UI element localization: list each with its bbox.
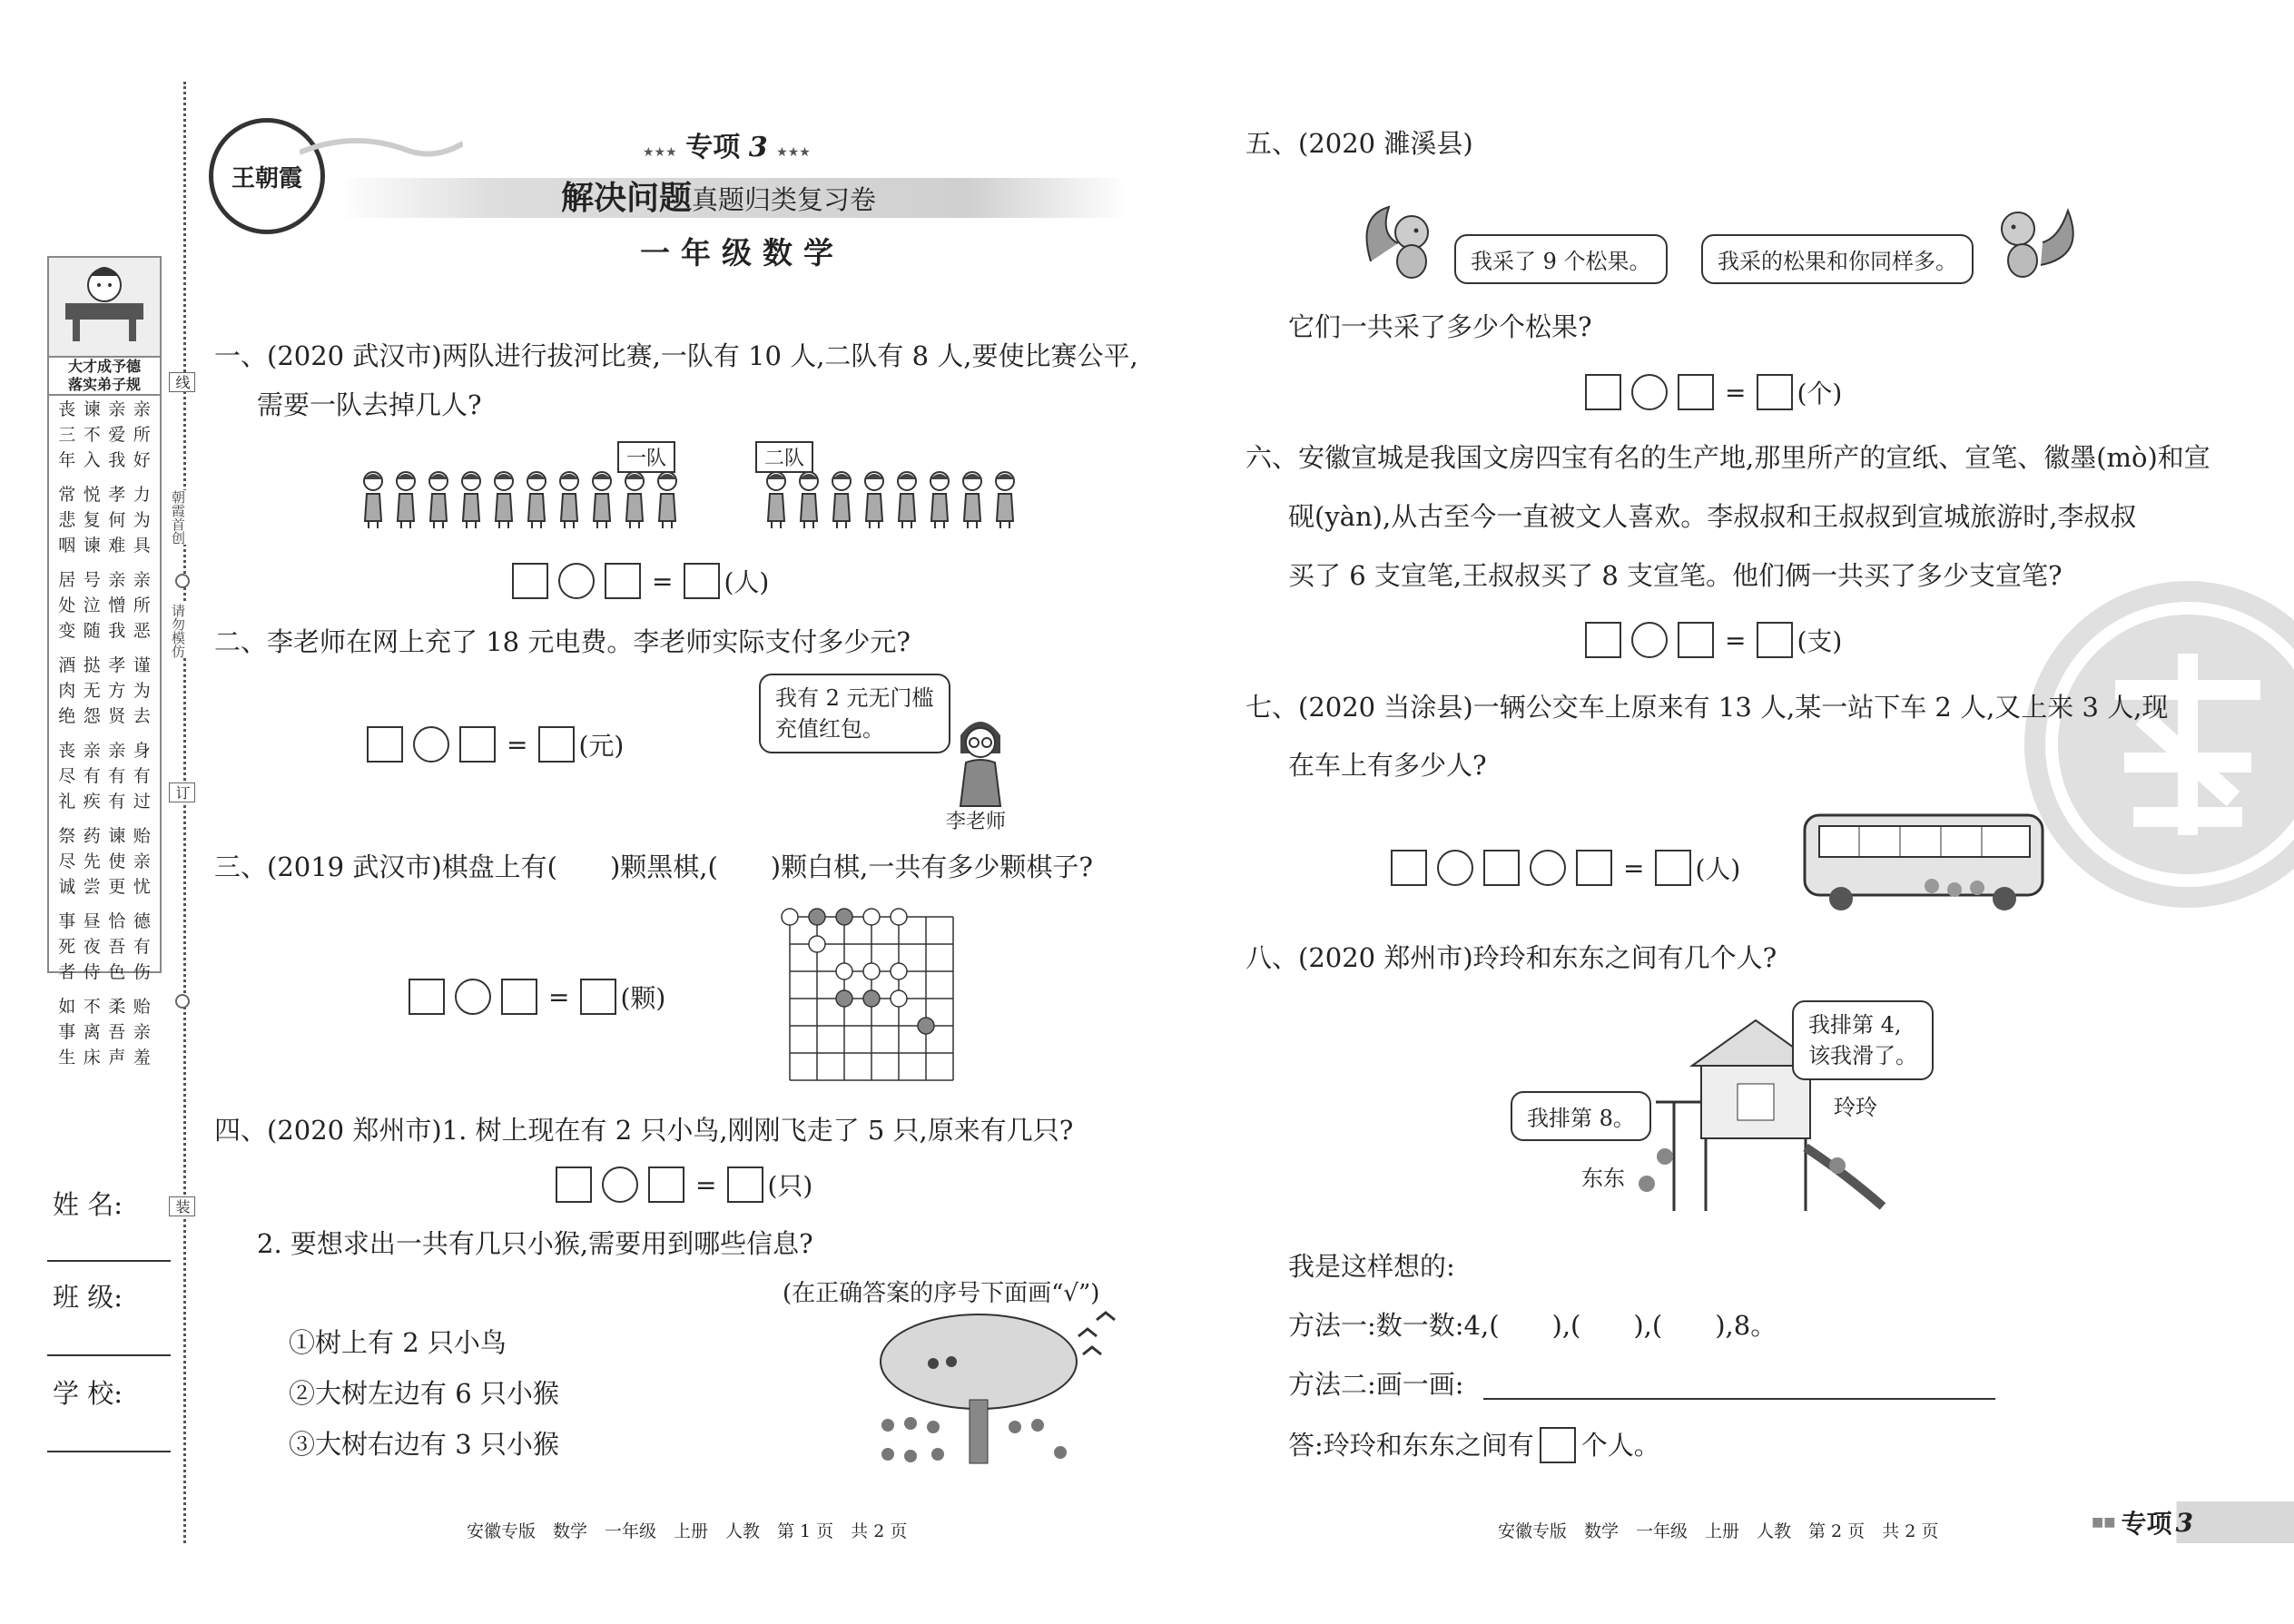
poem-char: 有 — [108, 766, 126, 786]
poem-char: 去 — [133, 706, 151, 726]
q3-answer-box-1[interactable] — [409, 979, 445, 1015]
poem-char: 绝 — [58, 706, 76, 726]
fold-mark-2: 朝霞首创 — [170, 490, 186, 545]
team2-label: 二队 — [755, 441, 813, 473]
poem-char: 使 — [108, 851, 126, 871]
kid-figure — [521, 470, 552, 530]
q7-operator-circle-1[interactable] — [1437, 850, 1473, 886]
black-stone — [863, 990, 880, 1007]
poem-char: 为 — [133, 681, 151, 701]
q6-equation — [1581, 622, 1842, 658]
q1-answer-box-1[interactable] — [512, 563, 548, 599]
q4-text2: 2. 要想求出一共有几只小猴,需要用到哪些信息? — [257, 1228, 813, 1259]
team1-label: 一队 — [617, 441, 675, 473]
class-field[interactable] — [47, 1354, 171, 1356]
q4-option-1[interactable]: ①树上有 2 只小鸟 — [289, 1327, 507, 1358]
poem-char: 尝 — [83, 877, 101, 897]
q8-bubble-top: 我排第 4, 该我滑了。 — [1792, 1000, 1934, 1080]
poem-char: 疾 — [83, 792, 101, 812]
q8-answer-prefix: 答:玲玲和东东之间有 — [1288, 1430, 1534, 1461]
kid-figure — [761, 470, 792, 530]
q2-answer-box-2[interactable] — [459, 726, 496, 763]
poem-char: 柔 — [108, 997, 126, 1017]
mascot-caption-2: 落实弟子规 — [49, 376, 160, 396]
kid-figure — [586, 470, 617, 530]
poem-char: 处 — [58, 595, 76, 615]
q7-line2: 在车上有多少人? — [1288, 750, 1487, 781]
stars-left: ★★★ — [643, 145, 677, 160]
q3-unit: (颗) — [620, 983, 666, 1013]
equals-sign: = — [507, 729, 528, 760]
topic-number: 3 — [748, 132, 768, 163]
footer-right: 安徽专版 数学 一年级 上册 人教 第 2 页 共 2 页 — [1498, 1521, 1939, 1541]
q8-method2: 方法二:画一画: — [1288, 1369, 1464, 1400]
poem-char: 居 — [58, 570, 76, 590]
poem-char: 无 — [83, 681, 101, 701]
poem-char: 谏 — [83, 399, 101, 419]
poem-grid — [49, 396, 160, 1080]
white-stone — [891, 963, 907, 979]
equals-sign: = — [1725, 625, 1747, 655]
q2-speech-bubble: 我有 2 元无门槛 充值红包。 — [759, 674, 950, 753]
poem-char: 祭 — [58, 826, 76, 846]
white-stone — [863, 909, 880, 925]
q5-unit: (个) — [1797, 379, 1843, 408]
kid-figure — [554, 470, 585, 530]
poem-char: 常 — [58, 485, 76, 505]
title-rest: 真题归类复习卷 — [692, 184, 877, 215]
q4-hint: (在正确答案的序号下面画“√”) — [783, 1280, 1100, 1307]
poem-char: 丧 — [58, 741, 76, 761]
q5-bubble-right: 我采的松果和你同样多。 — [1701, 234, 1974, 284]
poem-char: 具 — [133, 536, 151, 556]
brand-logo-text: 王朝霞 — [231, 164, 302, 192]
kid-figure — [989, 470, 1020, 530]
squirrel-left — [1362, 198, 1443, 283]
q4-operator-circle[interactable] — [602, 1166, 638, 1203]
q3-equation — [405, 979, 665, 1015]
name-dongdong: 东东 — [1581, 1166, 1625, 1191]
white-stone — [782, 909, 798, 925]
poem-char: 肉 — [58, 681, 76, 701]
q7-equation — [1387, 850, 1740, 886]
footer-tag-label: 专项 — [2121, 1509, 2172, 1539]
fold-mark-4: 订 — [169, 782, 195, 802]
poem-char: 礼 — [58, 792, 76, 812]
q8-draw-line[interactable] — [1483, 1398, 1995, 1400]
kid-figure — [488, 470, 519, 530]
poem-char: 酒 — [58, 655, 76, 675]
poem-char: 尽 — [58, 766, 76, 786]
poem-char: 谏 — [108, 826, 126, 846]
poem-char: 先 — [83, 851, 101, 871]
poem-char: 亲 — [133, 399, 151, 419]
q8-method1: 方法一:数一数:4,( ),( ),( ),8。 — [1288, 1310, 1777, 1341]
squirrel-right — [1986, 192, 2086, 287]
q7-result-box[interactable] — [1655, 850, 1691, 886]
q1-operator-circle[interactable] — [558, 563, 595, 599]
poem-char: 挞 — [83, 655, 101, 675]
q1-unit: (人) — [724, 567, 770, 597]
poem-char: 亲 — [108, 570, 126, 590]
poem-char: 复 — [83, 510, 101, 530]
fold-circle-1 — [175, 574, 190, 588]
q6-answer-box-2[interactable] — [1678, 622, 1714, 658]
poem-char: 方 — [108, 681, 126, 701]
team2-kids — [761, 470, 1024, 532]
white-stone — [891, 990, 907, 1007]
black-stone — [836, 909, 852, 925]
equals-sign: = — [1725, 377, 1747, 408]
poem-char: 谏 — [83, 536, 101, 556]
poem-char: 侍 — [83, 962, 101, 982]
poem-char: 亲 — [133, 851, 151, 871]
poem-char: 恶 — [133, 621, 151, 641]
poem-char: 有 — [108, 792, 126, 812]
poem-char: 不 — [83, 997, 101, 1017]
poem-char: 色 — [108, 962, 126, 982]
poem-char: 有 — [83, 766, 101, 786]
poem-char: 死 — [58, 937, 76, 957]
poem-char: 我 — [108, 450, 126, 470]
equals-sign: = — [695, 1169, 717, 1200]
q2-equation — [363, 726, 624, 763]
q5-answer-box-1[interactable] — [1585, 374, 1621, 410]
black-stone — [809, 909, 825, 925]
q5-equation — [1581, 374, 1842, 410]
poem-char: 入 — [83, 450, 101, 470]
q7-answer-box-1[interactable] — [1391, 850, 1427, 886]
poem-char: 泣 — [83, 595, 101, 615]
poem-char: 亲 — [83, 741, 101, 761]
kid-figure — [358, 470, 389, 530]
poem-char: 事 — [58, 911, 76, 931]
poem-char: 三 — [58, 425, 76, 445]
q5-operator-circle[interactable] — [1631, 374, 1668, 410]
poem-char: 诚 — [58, 877, 76, 897]
poem-char: 悲 — [58, 510, 76, 530]
poem-char: 吾 — [108, 1022, 126, 1042]
poem-char: 有 — [133, 766, 151, 786]
poem-char: 声 — [108, 1048, 126, 1068]
kid-figure — [924, 470, 955, 530]
q2-answer-box-1[interactable] — [367, 726, 403, 763]
topic-line — [643, 133, 811, 168]
q3-result-box[interactable] — [580, 979, 616, 1015]
name-field[interactable] — [47, 1260, 171, 1262]
white-stone — [891, 909, 907, 925]
poem-char: 咽 — [58, 536, 76, 556]
fold-mark-3: 请勿模仿 — [170, 604, 186, 658]
poem-char: 贻 — [133, 826, 151, 846]
q4-equation — [552, 1166, 812, 1203]
poem-char: 亲 — [133, 1022, 151, 1042]
binding-dotted-line — [183, 82, 186, 1543]
tag-squares: ■■ — [2092, 1515, 2116, 1530]
q5-answer-box-2[interactable] — [1678, 374, 1714, 410]
poem-char: 好 — [133, 450, 151, 470]
q7-operator-circle-2[interactable] — [1530, 850, 1566, 886]
seal-watermark — [2024, 581, 2294, 908]
q4-option-3[interactable]: ③大树右边有 3 只小猴 — [289, 1429, 559, 1460]
poem-char: 事 — [58, 1022, 76, 1042]
poem-char: 谨 — [133, 655, 151, 675]
kid-figure — [390, 470, 421, 530]
q6-operator-circle[interactable] — [1631, 622, 1668, 658]
bus-image — [1796, 810, 2050, 924]
ribbon-decoration — [300, 134, 463, 162]
poem-char: 孝 — [108, 485, 126, 505]
poem-char: 贻 — [133, 997, 151, 1017]
poem-char: 悦 — [83, 485, 101, 505]
fold-mark-1: 线 — [169, 372, 195, 392]
poem-char: 亲 — [108, 741, 126, 761]
poem-char: 羞 — [133, 1048, 151, 1068]
equals-sign: = — [1623, 852, 1645, 883]
poem-char: 力 — [133, 485, 151, 505]
white-stone — [836, 963, 852, 979]
q4-unit: (只) — [767, 1171, 813, 1201]
poem-char: 如 — [58, 997, 76, 1017]
poem-char: 贤 — [108, 706, 126, 726]
q8-answer-box[interactable] — [1540, 1427, 1576, 1463]
q6-unit: (支) — [1797, 626, 1843, 656]
poem-char: 我 — [108, 621, 126, 641]
poem-char: 尽 — [58, 851, 76, 871]
q7-answer-box-3[interactable] — [1576, 850, 1612, 886]
poem-char: 有 — [133, 937, 151, 957]
poem-char: 亲 — [133, 570, 151, 590]
fold-mark-5: 装 — [169, 1196, 195, 1216]
q1-equation — [508, 563, 769, 599]
poem-char: 丧 — [58, 399, 76, 419]
white-stone — [863, 963, 880, 979]
q8-text: 八、(2020 郑州市)玲玲和东东之间有几个人? — [1245, 942, 1777, 973]
black-stone — [836, 990, 852, 1007]
q4-text1: 四、(2020 郑州市)1. 树上现在有 2 只小鸟,刚刚飞走了 5 只,原来有几只? — [214, 1115, 1074, 1146]
poem-char: 过 — [133, 792, 151, 812]
title-bold: 解决问题 — [561, 179, 693, 217]
team1-kids — [358, 470, 694, 532]
q8-think: 我是这样想的: — [1288, 1251, 1455, 1282]
equals-sign: = — [652, 566, 674, 596]
equals-sign: = — [548, 981, 570, 1012]
q6-answer-box-1[interactable] — [1585, 622, 1621, 658]
kid-figure — [652, 470, 683, 530]
white-stone — [809, 936, 825, 952]
kid-figure — [859, 470, 890, 530]
poem-char: 者 — [58, 962, 76, 982]
q7-answer-box-2[interactable] — [1483, 850, 1520, 886]
poem-char: 憎 — [108, 595, 126, 615]
footer-left: 安徽专版 数学 一年级 上册 人教 第 1 页 共 2 页 — [467, 1521, 908, 1541]
tree-monkeys-image — [870, 1309, 1133, 1478]
q6-line2: 砚(yàn),从古至今一直被文人喜欢。李叔叔和王叔叔到宣城旅游时,李叔叔 — [1288, 501, 2137, 532]
page-title — [561, 178, 876, 220]
q6-result-box[interactable] — [1757, 622, 1793, 658]
kid-figure — [423, 470, 454, 530]
mascot-caption-1: 大才成予德 — [67, 358, 141, 375]
q3-text: 三、(2019 武汉市)棋盘上有( )颗黑棋,( )颗白棋,一共有多少颗棋子? — [214, 851, 1093, 882]
q5-question: 它们一共采了多少个松果? — [1288, 311, 1592, 342]
q2-unit: (元) — [578, 731, 625, 761]
q5-bubble-left: 我采了 9 个松果。 — [1454, 234, 1668, 284]
grade-title: 一年级数学 — [640, 235, 844, 271]
poem-char: 生 — [58, 1048, 76, 1068]
q3-operator-circle[interactable] — [455, 979, 491, 1015]
q3-answer-box-2[interactable] — [501, 979, 537, 1015]
poem-char: 随 — [83, 621, 101, 641]
school-field[interactable] — [47, 1451, 171, 1452]
poem-char: 所 — [133, 425, 151, 445]
footer-tag-number: 3 — [2175, 1507, 2193, 1538]
q4-option-2[interactable]: ②大树左边有 6 只小猴 — [289, 1378, 559, 1409]
poem-char: 怨 — [83, 706, 101, 726]
poem-char: 不 — [83, 425, 101, 445]
poem-char: 亲 — [108, 399, 126, 419]
poem-char: 伤 — [133, 962, 151, 982]
name-lingling: 玲玲 — [1834, 1095, 1877, 1120]
kid-figure — [826, 470, 857, 530]
q5-text: 五、(2020 濉溪县) — [1245, 128, 1473, 159]
kid-figure — [619, 470, 650, 530]
topic-label: 专项 — [685, 132, 741, 163]
poem-char: 孝 — [108, 655, 126, 675]
black-stone — [918, 1018, 934, 1034]
q7-line1: 七、(2020 当涂县)一辆公交车上原来有 13 人,某一站下车 2 人,又上来 3 人,现 — [1245, 692, 2169, 723]
poem-char: 忧 — [133, 877, 151, 897]
poem-char: 更 — [108, 877, 126, 897]
poem-char: 年 — [58, 450, 76, 470]
mascot-image — [49, 258, 160, 358]
footer-tag — [2092, 1501, 2294, 1543]
poem-char: 变 — [58, 621, 76, 641]
kid-figure — [957, 470, 988, 530]
sidebar-panel — [47, 256, 162, 1068]
poem-char: 吾 — [108, 937, 126, 957]
poem-char: 德 — [133, 911, 151, 931]
poem-char: 号 — [83, 570, 101, 590]
school-label: 学 校: — [53, 1378, 123, 1409]
q8-bubble-left: 我排第 8。 — [1511, 1091, 1651, 1141]
q6-line1: 六、安徽宣城是我国文房四宝有名的生产地,那里所产的宣纸、宣笔、徽墨(mò)和宣 — [1245, 442, 2210, 473]
q1-line2: 需要一队去掉几人? — [257, 389, 482, 420]
fold-circle-2 — [175, 994, 190, 1009]
kid-figure — [793, 470, 824, 530]
stars-right: ★★★ — [776, 145, 811, 160]
teacher-figure — [944, 708, 1017, 812]
q1-answer-box-2[interactable] — [605, 563, 641, 599]
q2-result-box[interactable] — [538, 726, 575, 763]
q2-operator-circle[interactable] — [413, 726, 449, 763]
class-label: 班 级: — [53, 1282, 123, 1313]
q2-text: 二、李老师在网上充了 18 元电费。李老师实际支付多少元? — [214, 626, 911, 657]
poem-char: 爱 — [108, 425, 126, 445]
q1-line1: 一、(2020 武汉市)两队进行拔河比赛,一队有 10 人,二队有 8 人,要使比赛公平, — [214, 340, 1138, 371]
q5-result-box[interactable] — [1757, 374, 1793, 410]
q4-answer-box-2[interactable] — [648, 1166, 684, 1203]
poem-char: 恰 — [108, 911, 126, 931]
poem-char: 离 — [83, 1022, 101, 1042]
q8-answer-suffix: 个人。 — [1580, 1430, 1660, 1461]
poem-char: 身 — [133, 741, 151, 761]
teacher-caption: 李老师 — [946, 811, 1007, 833]
q4-result-box[interactable] — [727, 1166, 763, 1203]
q1-result-box[interactable] — [684, 563, 720, 599]
poem-char: 为 — [133, 510, 151, 530]
poem-char: 床 — [83, 1048, 101, 1068]
chess-board — [773, 901, 970, 1097]
q6-line3: 买了 6 支宣笔,王叔叔买了 8 支宣笔。他们俩一共买了多少支宣笔? — [1288, 560, 2063, 591]
poem-char: 所 — [133, 595, 151, 615]
poem-char: 何 — [108, 510, 126, 530]
q8-answer — [1288, 1427, 1660, 1463]
poem-char: 药 — [83, 826, 101, 846]
name-label: 姓 名: — [53, 1189, 123, 1220]
kid-figure — [891, 470, 922, 530]
q7-unit: (人) — [1695, 854, 1741, 884]
poem-char: 夜 — [83, 937, 101, 957]
q4-answer-box-1[interactable] — [556, 1166, 592, 1203]
kid-figure — [456, 470, 487, 530]
poem-char: 难 — [108, 536, 126, 556]
poem-char: 昼 — [83, 911, 101, 931]
